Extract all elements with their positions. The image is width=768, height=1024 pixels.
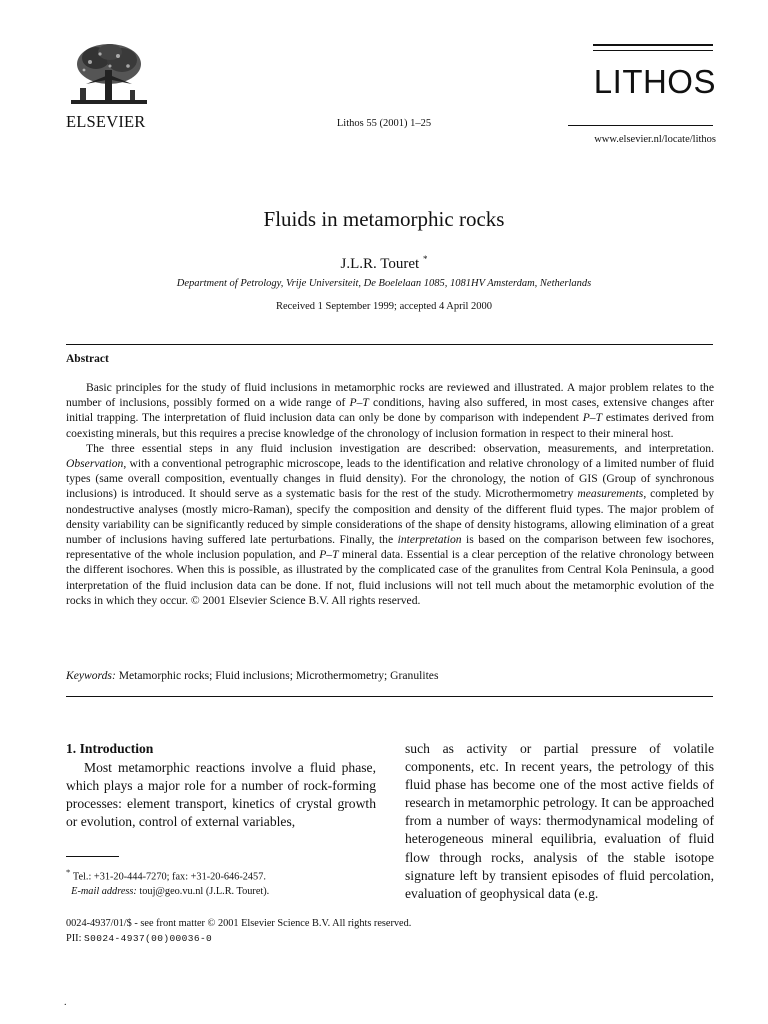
email-address[interactable]: touj@geo.vu.nl (J.L.R. Touret). xyxy=(136,886,270,898)
front-matter xyxy=(66,916,411,946)
publisher-name: ELSEVIER xyxy=(66,112,146,131)
elsevier-tree-logo xyxy=(66,40,152,112)
abstract-bottom-rule xyxy=(66,696,713,697)
abstract-italic: Observation xyxy=(66,457,124,471)
received-dates: Received 1 September 1999; accepted 4 April 2000 xyxy=(275,301,493,312)
abstract-text: The three essential steps in any fluid inclusion investigation are described: observation, measurements, and interpretation. xyxy=(86,441,714,455)
abstract-text: Basic principles for the study of fluid inclusions in metamorphic rocks are reviewed and illustrated. A major problem relates to the number of inclusions, possibly formed on a wide range of xyxy=(66,381,714,410)
copyright-line: 0024-4937/01/$ - see front matter © 2001 Elsevier Science B.V. All rights reserved. xyxy=(66,918,412,929)
pii-code: S0024-4937(00)00036-0 xyxy=(84,933,213,944)
abstract-text: estimates derived from coexisting minerals, but this requires a precise knowledge of the chronology of inclusion formation in respect to their mineral host. xyxy=(66,411,714,440)
body-paragraph: Most metamorphic reactions involve a fluid phase, which plays a major role for a number of rock-forming processes: element transport, kinetics of crystal growth or evolution, control of external variables, xyxy=(66,760,376,830)
footnote-rule xyxy=(66,856,119,857)
footnote-contact xyxy=(66,865,386,884)
abstract-italic: measurements xyxy=(577,487,644,501)
keywords-list: Metamorphic rocks; Fluid inclusions; Microthermometry; Granulites xyxy=(115,669,439,682)
keywords xyxy=(66,668,714,683)
abstract-text: conditions, having also suffered, in most cases, extensive changes after initial trapping. The interpretation of fluid inclusion data can only be done by comparison with independent xyxy=(66,396,714,425)
footnote-mark: * xyxy=(66,867,71,877)
abstract-text: , with a conventional petrographic microscope, leads to the identification and relative chronology of a limited number of fluid types (same overall composition, eventually changes in fluid density). For the chronology, the notion of GIS (Group of synchronous inclusions) is introduced. It should serve as a systematic basis for the rest of the study. Microthermometry xyxy=(66,457,714,501)
author-footnote xyxy=(66,865,386,899)
footnote-email xyxy=(66,884,386,899)
article-title: Fluids in metamorphic rocks xyxy=(263,207,505,231)
author-footnote-mark: * xyxy=(422,254,428,264)
abstract-italic: P–T xyxy=(582,411,603,425)
header-rule xyxy=(593,50,713,51)
abstract-text: , completed by nondestructive analyses (mostly micro-Raman), specify the composition and density of the different fluid types. The major problem of density variability can be significantly reduced by simple considerations of the shape of density histograms, allowing elimination of a great number of inclusions having suffered late perturbations. Finally, the xyxy=(66,487,714,547)
abstract-paragraph xyxy=(66,441,714,608)
abstract-italic: interpretation xyxy=(397,533,462,547)
journal-citation: Lithos 55 (2001) 1–25 xyxy=(336,118,432,129)
header-rule xyxy=(568,125,713,126)
journal-name: LITHOS xyxy=(593,63,716,100)
abstract-text: is based on the comparison between few isochores, representative of the whole inclusion population, and xyxy=(66,533,714,562)
body-column-left xyxy=(66,740,376,831)
author-name: J.L.R. Touret xyxy=(340,256,420,272)
abstract-body xyxy=(66,380,714,608)
pii-label: PII: xyxy=(66,933,85,944)
footnote-tel: Tel.: +31-20-444-7270; fax: +31-20-646-2457. xyxy=(72,871,266,883)
body-column-right xyxy=(405,740,714,903)
abstract-top-rule xyxy=(66,344,713,345)
keywords-label: Keywords: xyxy=(66,669,116,682)
page-dot: . xyxy=(64,997,67,1008)
abstract-text: mineral data. Essential is a clear perception of the relative chronology between the different isochores. When this is possible, as illustrated by the complicated case of the granulites from Central Kola Peninsula, a good interpretation of the fluid inclusion data can be done. If not, fluid inclusions will not tell much about the metamorphic evolution of the rocks in which they occur. © 2001 Elsevier Science B.V. All rights reserved. xyxy=(66,548,714,607)
abstract-heading: Abstract xyxy=(66,353,109,365)
abstract-paragraph xyxy=(66,380,714,441)
author-affiliation: Department of Petrology, Vrije Universiteit, De Boelelaan 1085, 1081HV Amsterdam, Netherlands xyxy=(176,278,592,289)
body-paragraph: such as activity or partial pressure of volatile components, etc. In recent years, the petrology of this fluid phase has become one of the most active fields of research in metamorphic petrology. It can be approached from a number of ways: thermodynamical modeling of heterogeneous mineral equilibria, evaluation of fluid flow through rocks, analysis of the stable isotope signature left by transient episodes of fluid percolation, evaluation of geophysical data (e.g. xyxy=(405,741,714,901)
author-line xyxy=(0,249,768,274)
journal-url[interactable]: www.elsevier.nl/locate/lithos xyxy=(594,134,716,145)
email-label: E-mail address: xyxy=(71,886,137,898)
abstract-italic: P–T xyxy=(349,396,369,410)
header-rule xyxy=(593,44,713,46)
section-heading: 1. Introduction xyxy=(66,741,154,756)
abstract-italic: P–T xyxy=(319,548,339,562)
pii-line xyxy=(66,931,411,946)
